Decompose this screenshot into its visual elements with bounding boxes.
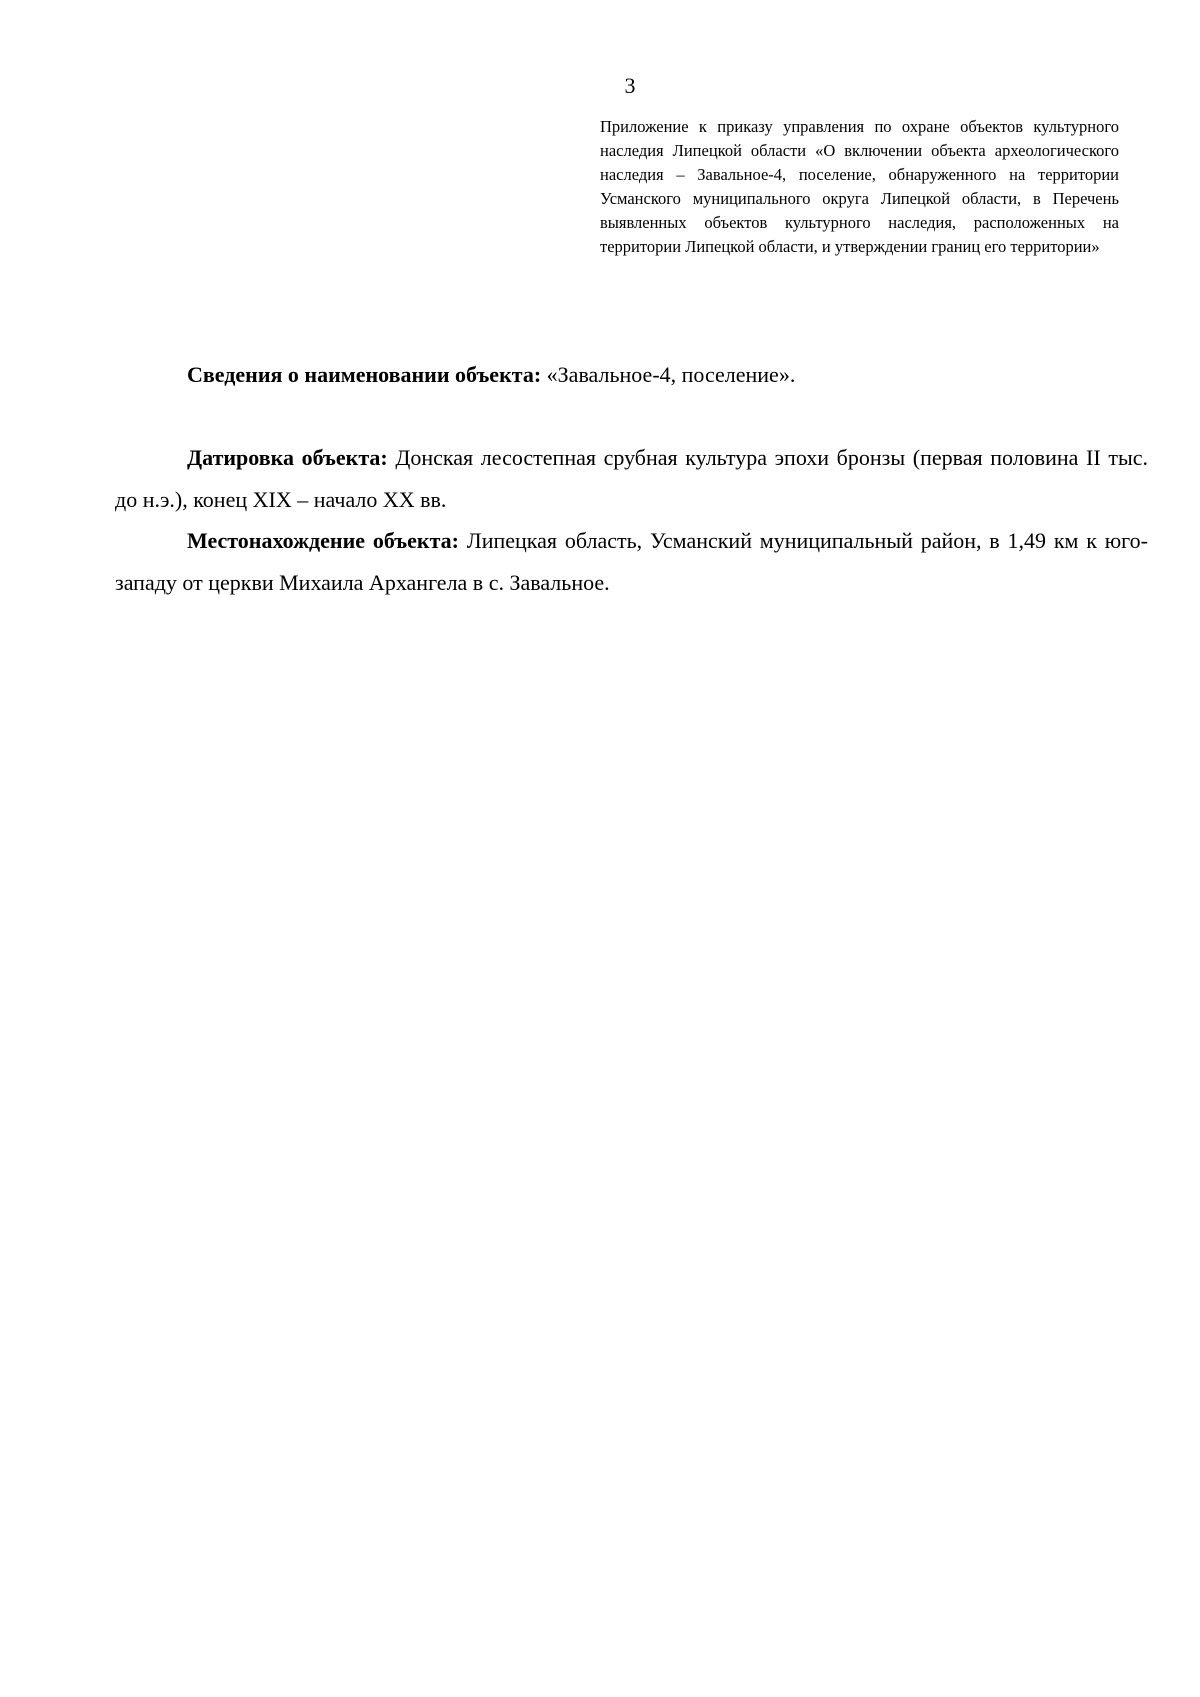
object-location-label: Местонахождение объекта: (187, 528, 459, 553)
object-dating-value: Донская лесостепная срубная культура эпохи бронзы (первая половина II тыс. до н.э.), конец XIX – начало XX вв. (115, 445, 1148, 512)
object-name-value: «Завальное-4, поселение». (546, 362, 796, 387)
page-number: 3 (624, 73, 636, 98)
appendix-note: Приложение к приказу управления по охране объектов культурного наследия Липецкой области «О включении объекта археологического наследия – Завальное-4, поселение, обнаруженного на территории Усманского муниципального округа Липецкой области, в Перечень выявленных объектов культурного наследия, расположенных на территории Липецкой области, и утверждении границ его территории» (600, 117, 1119, 256)
object-dating-label: Датировка объекта: (187, 445, 388, 470)
section-object-name (115, 354, 1148, 396)
object-location-value: Липецкая область, Усманский муниципальный район, в 1,49 км к юго-западу от церкви Михаила Архангела в с. Завальное. (115, 528, 1148, 595)
object-name-label: Сведения о наименовании объекта: (187, 362, 542, 387)
section-object-location (115, 520, 1148, 604)
section-object-dating (115, 437, 1148, 521)
